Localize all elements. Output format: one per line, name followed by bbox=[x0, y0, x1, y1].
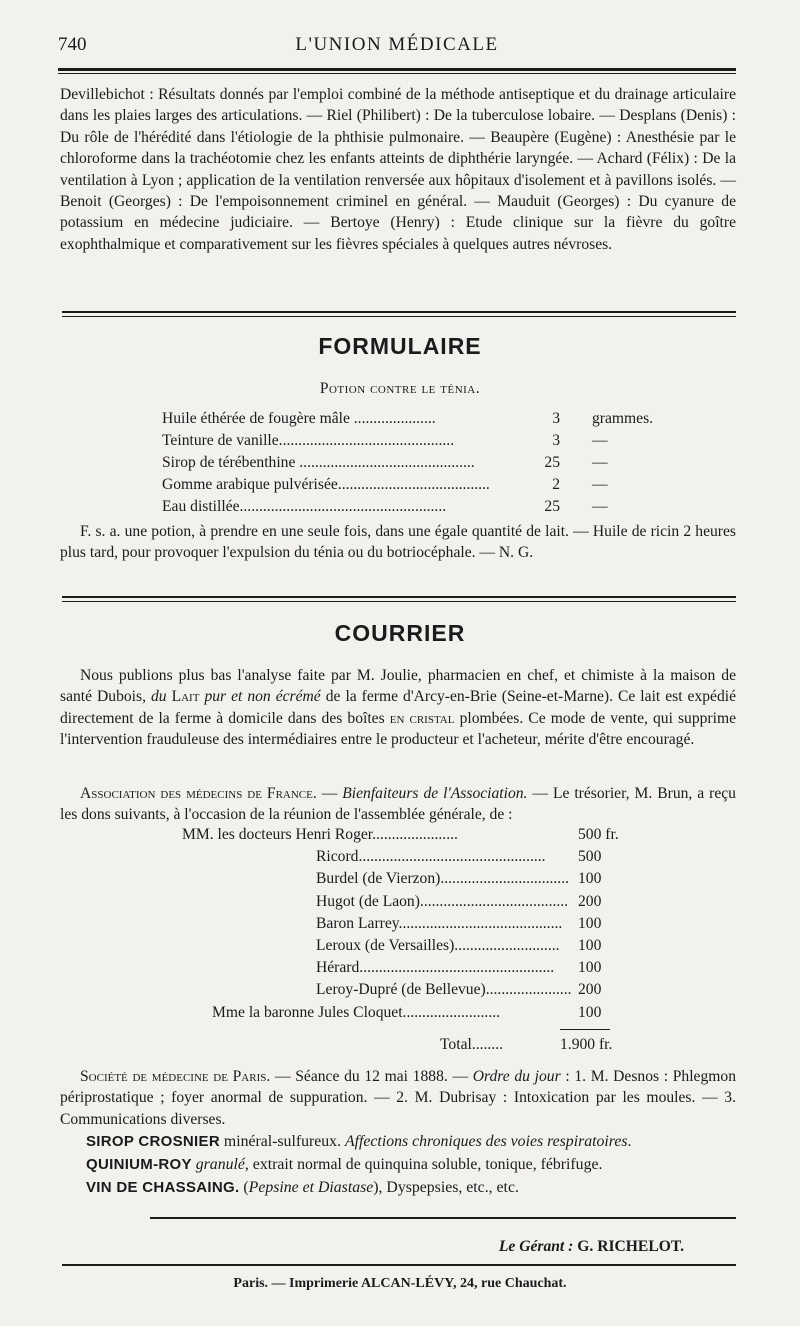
thesis-list-paragraph: Devillebichot : Résultats donnés par l'emploi combiné de la méthode antiseptique et du drainage articulaire dans les plaies larges des articulations. — Riel (Philibert) : De la tuberculose lobaire. — Desplans (Denis) : Du rôle de l'hérédité dans l'étiologie de la phthisie pulmonaire. — Beaupère (Eugène) : Anesthésie par le chloroforme dans la trachéotomie chez les enfants atteints de diphthérie laryngée. — Achard (Félix) : De la ventilation à Lyon ; application de la ventilation renversée aux hôpitaux d'isolement et à pavillons isolés. — Benoit (Georges) : De l'empoisonnement criminel en général. — Mauduit (Georges) : Du cyanure de potassium en médecine judiciaire. — Bertoye (Henry) : Etude clinique sur la fièvre du goître exophthalmique et comparativement sur les fièvres spéciales à quelques autres névroses. bbox=[60, 86, 736, 253]
total-rule bbox=[560, 1029, 610, 1030]
donor-name: Ricord................................................ bbox=[316, 848, 546, 866]
donor-row bbox=[0, 893, 640, 915]
donor-amount: 100 bbox=[578, 870, 602, 888]
donor-row bbox=[0, 915, 640, 937]
section-rule bbox=[62, 596, 736, 598]
recipe-title: Potion contre le ténia. bbox=[319, 380, 481, 397]
ad-italic-text: granulé bbox=[195, 1156, 245, 1173]
donor-amount: 500 fr. bbox=[578, 826, 619, 843]
donor-name: Hérard.................................................. bbox=[316, 959, 555, 977]
ad-product-name: VIN DE CHASSAING. bbox=[86, 1179, 240, 1196]
running-title: L'UNION MÉDICALE bbox=[295, 34, 499, 55]
ingredient-row bbox=[162, 410, 654, 432]
printer-imprint: Paris. — Imprimerie ALCAN-LÉVY, 24, rue Chauchat. bbox=[233, 1276, 567, 1291]
ingredient-quantity: 25 bbox=[544, 498, 560, 515]
donor-name: Leroy-Dupré (de Bellevue)...................... bbox=[316, 981, 572, 999]
footer-rule bbox=[150, 1217, 736, 1219]
ingredient-unit: — bbox=[592, 454, 608, 471]
courrier-heading: COURRIER bbox=[334, 620, 466, 646]
header-rule-thin bbox=[58, 73, 736, 74]
donor-name: Mme la baronne Jules Cloquet......................... bbox=[212, 1003, 501, 1021]
ingredient-row bbox=[162, 498, 642, 520]
donor-name: Hugot (de Laon)...................................... bbox=[316, 892, 569, 910]
donor-amount: 500 bbox=[578, 848, 602, 866]
ad-italic-text: Pepsine et Diastase bbox=[248, 1179, 374, 1196]
ingredient-quantity: 3 bbox=[552, 410, 560, 427]
donor-row bbox=[0, 937, 640, 959]
donor-row bbox=[0, 959, 640, 981]
courrier-paragraph-association: Association des médecins de France. — Bienfaiteurs de l'Association. — Le trésorier, M. Brun, a reçu les dons suivants, à l'occasion de la réunion de l'assemblée générale, de : bbox=[60, 785, 736, 824]
ad-italic-text: Affections chroniques des voies respiratoires bbox=[344, 1133, 628, 1150]
donor-row bbox=[0, 981, 640, 1003]
formulaire-heading: FORMULAIRE bbox=[318, 333, 482, 359]
ingredient-unit: — bbox=[592, 476, 608, 493]
ad-product-name: QUINIUM-ROY bbox=[86, 1156, 192, 1173]
section-rule bbox=[62, 311, 736, 313]
donor-name: MM. les docteurs Henri Roger...................... bbox=[182, 826, 458, 843]
ingredient-row bbox=[162, 454, 642, 476]
advertisement-line: VIN DE CHASSAING. (Pepsine et Diastase), Dyspepsies, etc., etc. bbox=[86, 1179, 519, 1196]
manager-signature: Le Gérant : G. RICHELOT. bbox=[498, 1238, 684, 1255]
ingredient-quantity: 25 bbox=[544, 454, 560, 471]
ingredient-row bbox=[162, 432, 642, 454]
donor-name: Baron Larrey.......................................... bbox=[316, 914, 563, 932]
ingredient-name: Huile éthérée de fougère mâle ..................... bbox=[162, 410, 436, 427]
donor-amount: 200 bbox=[578, 892, 602, 910]
donor-amount: 100 bbox=[578, 959, 602, 977]
ingredient-quantity: 3 bbox=[552, 432, 560, 449]
imprint-rule bbox=[62, 1264, 736, 1266]
ingredient-name: Teinture de vanille............................................. bbox=[162, 432, 455, 449]
header-rule bbox=[58, 68, 736, 71]
page-number: 740 bbox=[58, 34, 87, 55]
advertisement-line: SIROP CROSNIER minéral-sulfureux. Affections chroniques des voies respiratoires. bbox=[86, 1133, 632, 1150]
ingredient-row bbox=[162, 476, 642, 498]
courrier-paragraph-milk: Nous publions plus bas l'analyse faite par M. Joulie, pharmacien en chef, et chimiste à la maison de santé Dubois, du Lait pur et non écrémé de la ferme d'Arcy-en-Brie (Seine-et-Marne). Ce lait est expédié directement de la ferme à domicile dans des boîtes en cristal plombées. Ce mode de vente, qui supprime l'intervention frauduleuse des intermédiaires entre le producteur et l'acheteur, mérite d'être encouragé. bbox=[60, 667, 737, 749]
ingredient-name: Gomme arabique pulvérisée....................................... bbox=[162, 476, 490, 493]
donor-amount: 100 bbox=[578, 914, 602, 932]
donor-row bbox=[0, 848, 640, 870]
advertisement-line: QUINIUM-ROY granulé, extrait normal de quinquina soluble, tonique, fébrifuge. bbox=[86, 1156, 603, 1173]
donor-row bbox=[0, 826, 640, 848]
ad-product-name: SIROP CROSNIER bbox=[86, 1133, 220, 1150]
section-rule-thin bbox=[62, 601, 736, 602]
ingredient-name: Sirop de térébenthine ............................................. bbox=[162, 454, 475, 471]
donor-amount: 100 bbox=[578, 1003, 602, 1021]
donor-name: Burdel (de Vierzon)................................. bbox=[316, 870, 569, 888]
ingredient-name: Eau distillée..................................................... bbox=[162, 498, 447, 515]
donor-name: Leroux (de Versailles)........................... bbox=[316, 937, 560, 954]
donor-amount: 100 bbox=[578, 937, 602, 954]
donor-amount: 200 bbox=[578, 981, 602, 999]
ingredient-unit: — bbox=[592, 432, 608, 449]
ingredient-unit: — bbox=[592, 498, 608, 515]
donor-row bbox=[0, 870, 640, 892]
courrier-paragraph-societe: Société de médecine de Paris. — Séance du 12 mai 1888. — Ordre du jour : 1. M. Desnos : Phlegmon périprostatique ; foyer anormal de suppuration. — 2. M. Dubrisay : Intoxication par les moules. — 3. Communications diverses. bbox=[60, 1068, 736, 1128]
ingredient-unit: grammes. bbox=[592, 410, 654, 427]
ingredient-quantity: 2 bbox=[552, 476, 560, 493]
recipe-instructions: F. s. a. une potion, à prendre en une seule fois, dans une égale quantité de lait. — Huile de ricin 2 heures plus tard, pour provoquer l'expulsion du ténia ou du botriocéphale. — N. G. bbox=[60, 523, 736, 562]
total-row: Total........ 1.900 fr. bbox=[440, 1036, 613, 1053]
section-rule-thin bbox=[62, 316, 736, 317]
page-header bbox=[58, 32, 736, 62]
donor-row bbox=[0, 1004, 640, 1026]
